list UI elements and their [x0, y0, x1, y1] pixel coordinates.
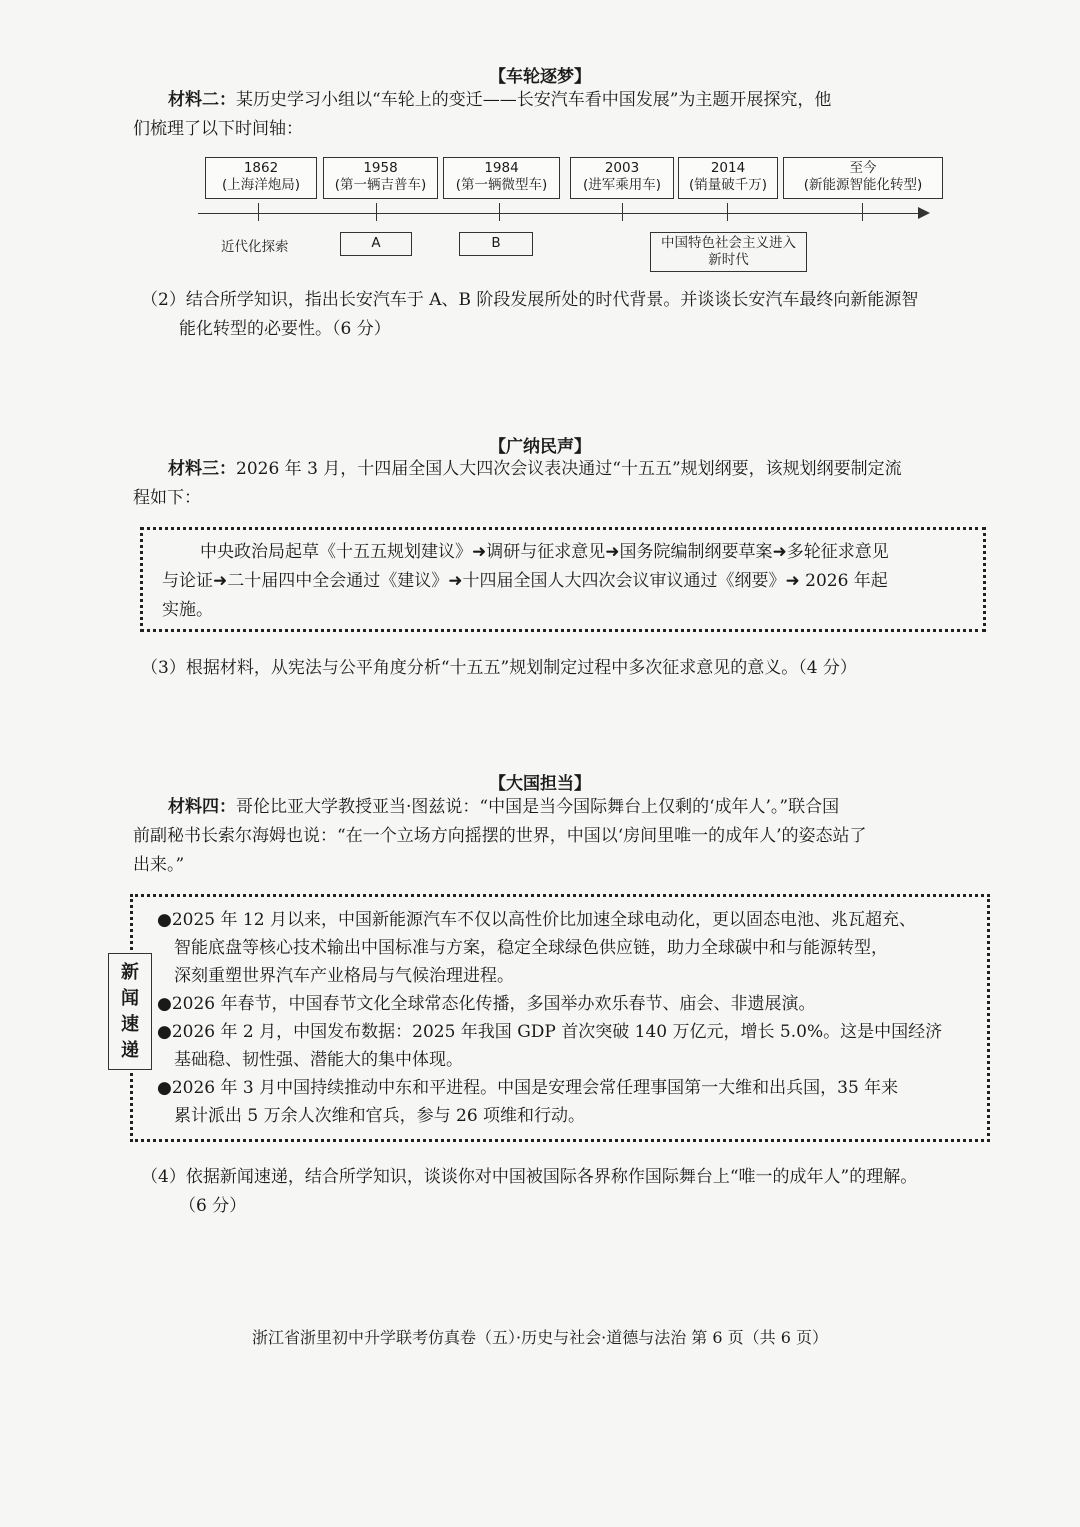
stage-box-new-era — [650, 232, 807, 272]
event-label: (第一辆吉普车) — [334, 177, 427, 193]
news-bullet-cont: 基础稳、韧性强、潜能大的集中体现。 — [174, 1050, 463, 1070]
section-title-daguo: 【大国担当】 — [489, 774, 591, 794]
news-tag-char: 新 — [121, 962, 139, 983]
event-year: 2014 — [710, 160, 746, 176]
news-tag-char: 速 — [121, 1014, 139, 1035]
question-text: 能化转型的必要性。（6 分） — [179, 319, 391, 339]
stage-box-b: B — [459, 232, 533, 256]
arrow-right-icon — [918, 207, 930, 219]
event-label: (新能源智能化转型) — [803, 177, 923, 193]
timeline-axis — [198, 213, 922, 214]
event-label: (上海洋炮局) — [221, 177, 301, 193]
timeline-tick — [258, 203, 259, 221]
question-text: （4）依据新闻速递，结合所学知识，谈谈你对中国被国际各界称作国际舞台上“唯一的成年人”的理解。 — [141, 1167, 918, 1187]
news-tag — [108, 953, 152, 1070]
material-text: 某历史学习小组以“车轮上的变迁——长安汽车看中国发展”为主题开展探究，他 — [236, 90, 832, 110]
material-four-line2: 前副秘书长索尔海姆也说：“在一个立场方向摇摆的世界，中国以‘房间里唯一的成年人’的姿态站了 — [133, 826, 867, 846]
event-label: (销量破千万) — [688, 177, 768, 193]
stage-text: 中国特色社会主义进入 — [661, 235, 796, 251]
event-label: (进军乘用车) — [582, 177, 662, 193]
section-title-guangna: 【广纳民声】 — [489, 437, 591, 457]
timeline-event — [678, 157, 778, 199]
question-3: （3）根据材料，从宪法与公平角度分析“十五五”规划制定过程中多次征求意见的意义。（4 分） — [141, 658, 857, 678]
news-bullet-cont: 智能底盘等核心技术输出中国标准与方案，稳定全球绿色供应链，助力全球碳中和与能源转型， — [174, 938, 888, 958]
process-line: 与论证➜二十届四中全会通过《建议》➜十四届全国人大四次会议审议通过《纲要》➜ 2026 年起 — [162, 571, 888, 591]
question-text: （6 分） — [179, 1196, 247, 1216]
material-three — [168, 455, 1008, 484]
timeline-tick — [376, 203, 377, 221]
news-bullet: ●2025 年 12 月以来，中国新能源汽车不仅以高性价比加速全球电动化，更以固态电池、兆瓦超充、 — [157, 910, 916, 930]
material-text: 2026 年 3 月，十四届全国人大四次会议表决通过“十五五”规划纲要，该规划纲要制定流 — [236, 459, 902, 479]
timeline-tick — [622, 203, 623, 221]
timeline-event — [205, 157, 317, 199]
timeline-tick — [862, 203, 863, 221]
event-year: 1958 — [363, 160, 398, 176]
event-year: 2003 — [604, 160, 640, 176]
stage-text: 新时代 — [708, 252, 749, 268]
material-label: 材料四： — [168, 797, 236, 817]
process-line: 实施。 — [162, 600, 213, 620]
section-title-chelun: 【车轮逐梦】 — [489, 67, 591, 87]
timeline-tick — [499, 203, 500, 221]
material-label: 材料三： — [168, 459, 236, 479]
news-tag-char: 闻 — [121, 988, 139, 1009]
event-year: 1984 — [484, 160, 519, 176]
news-bullet: ●2026 年 3 月中国持续推动中东和平进程。中国是安理会常任理事国第一大维和出兵国，35 年来 — [157, 1078, 899, 1098]
question-text: （2）结合所学知识，指出长安汽车于 A、B 阶段发展所处的时代背景。并谈谈长安汽车最终向新能源智 — [141, 290, 919, 310]
material-four — [168, 793, 1008, 822]
material-text: 哥伦比亚大学教授亚当·图兹说：“中国是当今国际舞台上仅剩的‘成年人’。”联合国 — [236, 797, 840, 817]
timeline-tick — [727, 203, 728, 221]
material-four-line3: 出来。” — [133, 855, 185, 875]
news-bullet: ●2026 年春节，中国春节文化全球常态化传播，多国举办欢乐春节、庙会、非遗展演。 — [157, 994, 816, 1014]
news-tag-char: 递 — [121, 1040, 139, 1061]
timeline-event — [323, 157, 438, 199]
material-three-line2: 程如下： — [133, 488, 201, 508]
question-4 — [141, 1163, 1041, 1221]
timeline-event — [783, 157, 943, 199]
question-2 — [141, 286, 1021, 344]
stage-box-a: A — [340, 232, 412, 256]
event-year: 至今 — [849, 160, 877, 176]
stage-label-modernization: 近代化探索 — [221, 239, 289, 255]
material-label: 材料二： — [168, 90, 236, 110]
material-two — [168, 86, 968, 115]
news-bullet-cont: 深刻重塑世界汽车产业格局与气候治理进程。 — [174, 966, 514, 986]
process-line: 中央政治局起草《十五五规划建议》➜调研与征求意见➜国务院编制纲要草案➜多轮征求意见 — [200, 542, 889, 562]
timeline-event — [570, 157, 674, 199]
event-year: 1862 — [243, 160, 279, 176]
news-bullet: ●2026 年 2 月，中国发布数据：2025 年我国 GDP 首次突破 140 万亿元，增长 5.0%。这是中国经济 — [157, 1022, 943, 1042]
timeline-event — [443, 157, 560, 199]
news-bullet-cont: 累计派出 5 万余人次维和官兵，参与 26 项维和行动。 — [174, 1106, 586, 1126]
material-two-line2: 们梳理了以下时间轴： — [133, 119, 303, 139]
page-footer: 浙江省浙里初中升学联考仿真卷（五）·历史与社会·道德与法治 第 6 页（共 6 页） — [252, 1328, 828, 1347]
event-label: (第一辆微型车) — [455, 177, 548, 193]
